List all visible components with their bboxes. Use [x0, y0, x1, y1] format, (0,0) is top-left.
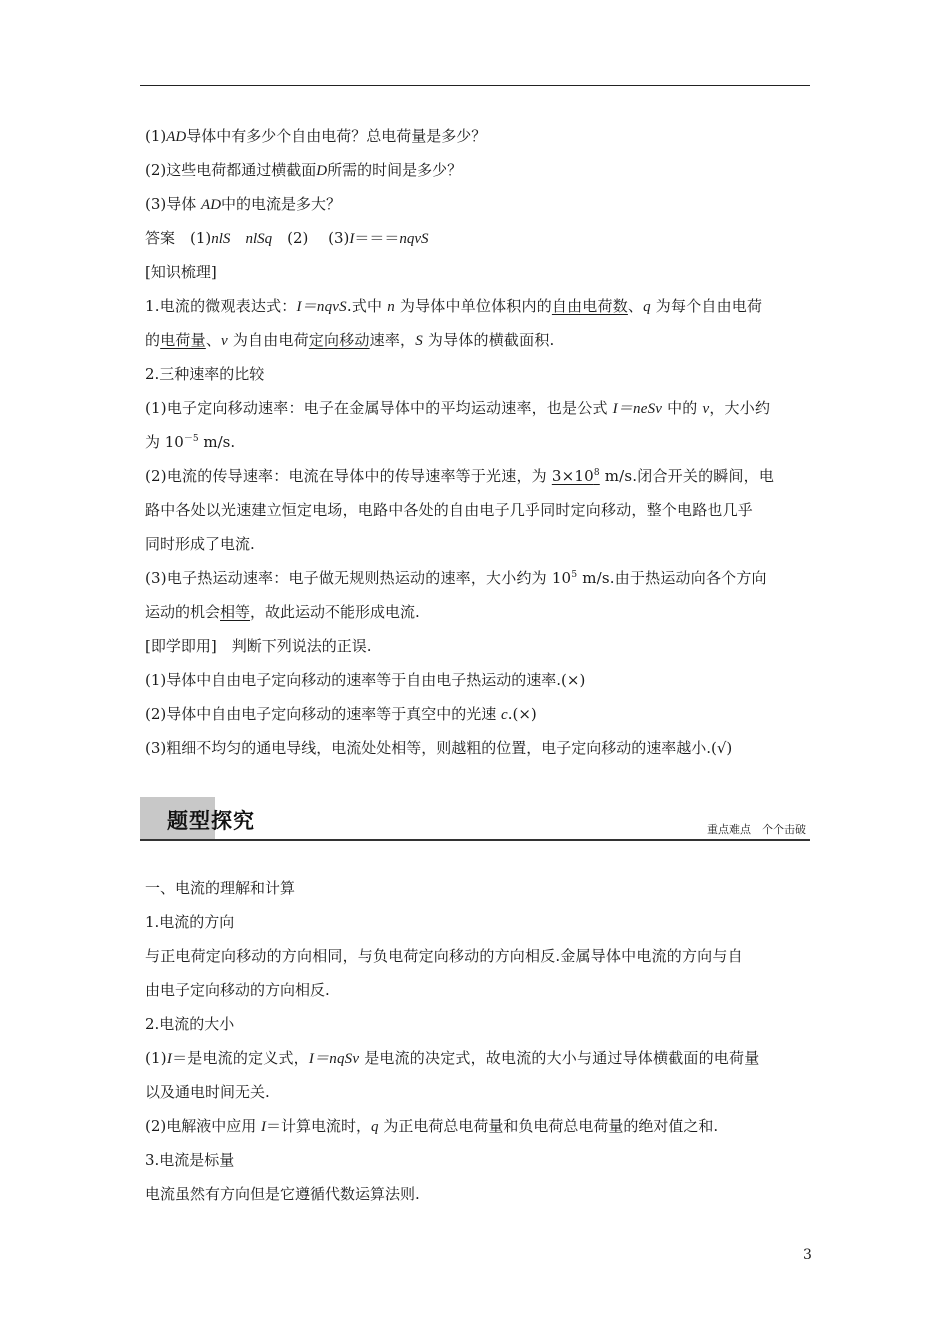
knowledge-heading: [知识梳理]	[145, 263, 217, 281]
content-s1: 1.电流的方向	[145, 913, 235, 931]
content-s2b: 以及通电时间无关.	[145, 1083, 270, 1101]
content-heading: 一、电流的理解和计算	[145, 879, 296, 897]
practice-item-3: (3)粗细不均匀的通电导线，电流处处相等，则越粗的位置，电子定向移动的速率越小.(√)	[145, 739, 733, 757]
content-s3a: 电流虽然有方向但是它遵循代数运算法则.	[145, 1185, 420, 1203]
section-title: 题型探究	[167, 809, 255, 833]
knowledge-p3a: (1)电子定向移动速率：电子在金属导体中的平均运动速率，也是公式 I＝neSv 中的 v，大小约	[145, 399, 771, 417]
section-rule	[140, 839, 810, 841]
question-1: (1)AD导体中有多少个自由电荷？总电荷量是多少？	[145, 127, 487, 145]
content-s2: 2.电流的大小	[145, 1015, 235, 1033]
content-s2a: (1)I＝是电流的定义式，I＝nqSv 是电流的决定式，故电流的大小与通过导体横截面的电荷量	[145, 1049, 760, 1067]
knowledge-p2: 2.三种速率的比较	[145, 365, 265, 383]
content-s2c: (2)电解液中应用 I＝计算电流时，q 为正电荷总电荷量和负电荷总电荷量的绝对值之和.	[145, 1117, 719, 1135]
knowledge-p5b: 运动的机会相等，故此运动不能形成电流.	[145, 603, 420, 621]
practice-heading: [即学即用] 判断下列说法的正误.	[145, 637, 372, 655]
question-2: (2)这些电荷都通过横截面D所需的时间是多少？	[145, 161, 463, 179]
header-rule	[140, 85, 810, 86]
practice-item-1: (1)导体中自由电子定向移动的速率等于自由电子热运动的速率.(×)	[145, 671, 586, 689]
knowledge-p1b: 的电荷量、v 为自由电荷定向移动速率，S 为导体的横截面积.	[145, 331, 555, 349]
section-bar	[140, 797, 810, 841]
knowledge-p4b: 路中各处以光速建立恒定电场，电路中各处的自由电子几乎同时定向移动，整个电路也几乎	[145, 501, 754, 519]
knowledge-p5a: (3)电子热运动速率：电子做无规则热运动的速率，大小约为 $10^5$ m/s.由于热运动向各个方向	[145, 569, 767, 587]
knowledge-p1: 1.电流的微观表达式：I＝nqvS.式中 n 为导体中单位体积内的自由电荷数、q 为每个自由电荷	[145, 297, 763, 315]
knowledge-p3b: 为 $10^{-5}$ m/s.	[145, 433, 236, 451]
answer-line: 答案 (1)nlS nlSq (2) (3)I＝＝＝nqvS	[145, 229, 429, 247]
knowledge-p4a: (2)电流的传导速率：电流在导体中的传导速率等于光速，为 $3\times 10^8$ m/s.闭合开关的瞬间，电	[145, 467, 775, 485]
content-s1b: 由电子定向移动的方向相反.	[145, 981, 330, 999]
practice-item-2: (2)导体中自由电子定向移动的速率等于真空中的光速 c.(×)	[145, 705, 537, 723]
page-number: 3	[803, 1247, 812, 1263]
content-s1a: 与正电荷定向移动的方向相同，与负电荷定向移动的方向相反.金属导体中电流的方向与自	[145, 947, 743, 965]
knowledge-p4c: 同时形成了电流.	[145, 535, 255, 553]
content-s3: 3.电流是标量	[145, 1151, 235, 1169]
section-tag: 重点难点 个个击破	[707, 823, 806, 836]
question-3: (3)导体 AD中的电流是多大？	[145, 195, 342, 213]
